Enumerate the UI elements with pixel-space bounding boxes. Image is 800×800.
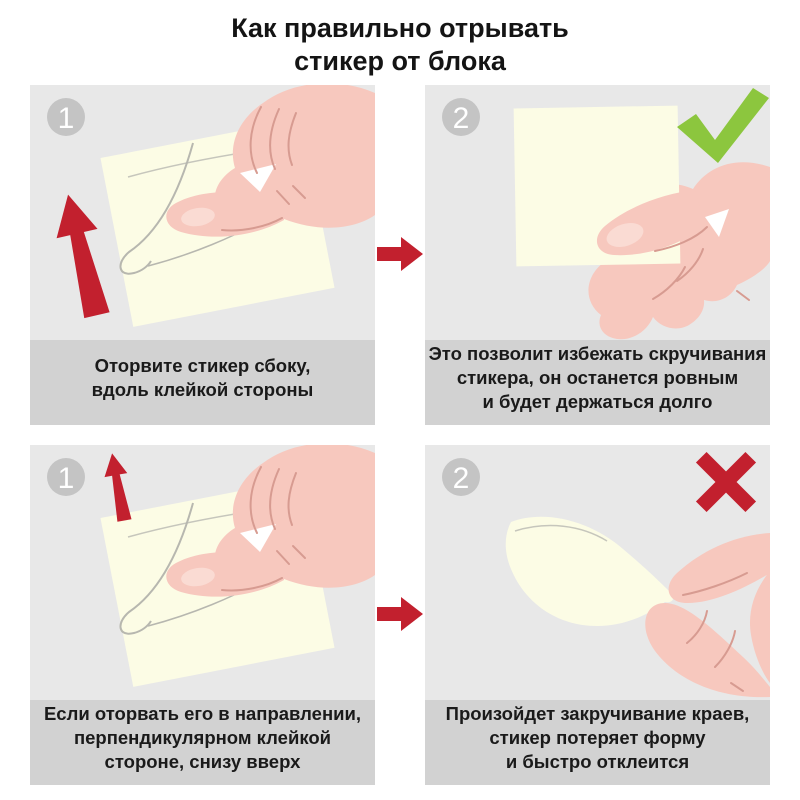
step-number: 1	[57, 102, 75, 135]
hand-illustration	[645, 533, 770, 697]
panel4-caption	[425, 700, 770, 785]
panel-step1-correct	[30, 85, 375, 425]
caption-line: Произойдет закручивание краев,	[445, 702, 750, 724]
caption-line: и будет держаться долго	[482, 390, 713, 412]
right-arrow-icon	[377, 597, 423, 631]
step-number: 2	[452, 102, 470, 135]
panel-step2-correct	[425, 85, 770, 425]
panel3-illustration	[30, 445, 375, 700]
panel3-caption	[30, 700, 375, 785]
caption-line: стикер потеряет форму	[489, 726, 706, 748]
right-arrow-icon	[377, 237, 423, 271]
panel1-caption	[30, 340, 375, 425]
panel2-illustration	[425, 85, 770, 340]
step-badge	[47, 98, 85, 136]
page-title-line2: стикер от блока	[294, 46, 506, 76]
up-arrow-icon	[48, 190, 117, 320]
curled-sticky-note-illustration	[506, 517, 674, 626]
panel4-illustration	[425, 445, 770, 700]
step-badge	[442, 458, 480, 496]
step-number: 2	[452, 462, 470, 495]
step-number: 1	[57, 462, 75, 495]
step-badge	[442, 98, 480, 136]
cross-icon	[696, 452, 756, 512]
caption-line: Оторвите стикер сбоку,	[94, 354, 311, 376]
caption-line: Это позволит избежать скручивания	[428, 342, 767, 364]
up-arrow-icon	[101, 451, 136, 522]
step-badge	[47, 458, 85, 496]
caption-line: и быстро отклеится	[505, 750, 690, 772]
page-title-line1: Как правильно отрывать	[231, 13, 569, 43]
caption-line: перпендикулярном клейкой	[73, 726, 332, 748]
panel1-illustration	[30, 85, 375, 340]
panel-step2-wrong	[425, 445, 770, 785]
check-icon	[677, 88, 769, 163]
caption-line: Если оторвать его в направлении,	[43, 702, 362, 724]
caption-line: стороне, снизу вверх	[104, 750, 301, 772]
panel2-caption	[425, 340, 770, 425]
caption-line: стикера, он останется ровным	[456, 366, 739, 388]
page-title	[0, 12, 800, 78]
caption-line: вдоль клейкой стороны	[91, 378, 314, 400]
panel-step1-wrong	[30, 445, 375, 785]
